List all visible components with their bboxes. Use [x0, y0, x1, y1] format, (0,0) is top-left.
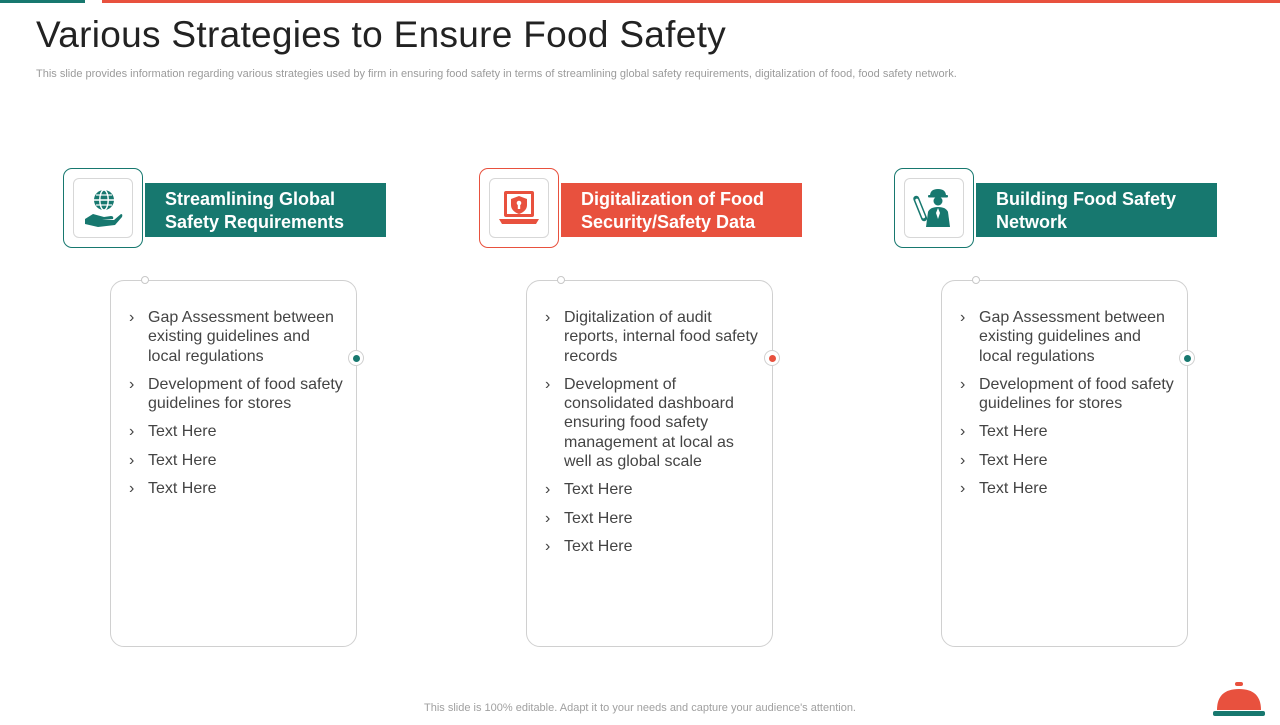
bullet-item: › Development of food safety guidelines for stores: [960, 375, 1174, 413]
bullet-item: › Development of food safety guidelines for stores: [129, 375, 343, 413]
chevron-right-icon: ›: [960, 451, 966, 469]
worker-with-blueprint-icon: [904, 178, 964, 238]
bullet-item: › Text Here: [129, 451, 217, 469]
bullet-item: › Gap Assessment between existing guidelines and local regulations: [129, 309, 334, 365]
chevron-right-icon: ›: [545, 481, 551, 499]
slide-title: Various Strategies to Ensure Food Safety: [36, 14, 727, 55]
strategy-heading: Streamlining Global Safety Requirements: [145, 183, 386, 237]
card-connector-dot: [141, 276, 149, 284]
chevron-right-icon: ›: [545, 375, 551, 393]
strategy-heading: Digitalization of Food Security/Safety Data: [561, 183, 802, 237]
laptop-shield-icon: [489, 178, 549, 238]
chevron-right-icon: ›: [129, 423, 135, 441]
bullet-item: › Gap Assessment between existing guidelines and local regulations: [960, 309, 1165, 365]
strategy-heading: Building Food Safety Network: [976, 183, 1217, 237]
chevron-right-icon: ›: [960, 480, 966, 498]
bullet-item: › Digitalization of audit reports, internal food safety records: [545, 309, 758, 365]
card-marker-dot: [348, 350, 364, 366]
bullet-item: › Development of consolidated dashboard ensuring food safety management at local as well as global scale: [545, 375, 734, 471]
chevron-right-icon: ›: [545, 537, 551, 555]
bullet-item: › Text Here: [545, 509, 633, 527]
card-marker-dot: [764, 350, 780, 366]
bullet-item: › Text Here: [545, 537, 633, 555]
slide-footer-note: This slide is 100% editable. Adapt it to your needs and capture your audience's attention.: [424, 702, 856, 714]
chevron-right-icon: ›: [545, 309, 551, 326]
chevron-right-icon: ›: [960, 423, 966, 441]
chevron-right-icon: ›: [960, 375, 966, 393]
bullet-list: [960, 308, 1175, 507]
bullet-item: › Text Here: [545, 481, 633, 499]
chevron-right-icon: ›: [129, 309, 135, 326]
card-connector-dot: [557, 276, 565, 284]
card-marker-dot: [1179, 350, 1195, 366]
card-connector-dot: [972, 276, 980, 284]
bullet-list: [129, 308, 344, 507]
strategy-column-2: [479, 168, 809, 658]
chevron-right-icon: ›: [545, 509, 551, 527]
bullet-item: › Text Here: [960, 480, 1048, 498]
chevron-right-icon: ›: [129, 375, 135, 393]
strategy-icon-box: [479, 168, 559, 248]
bullet-item: › Text Here: [129, 480, 217, 498]
bullet-list: [545, 308, 760, 565]
top-accent-bar-red: [102, 0, 1280, 3]
top-accent-bar-teal: [0, 0, 85, 3]
bullet-item: › Text Here: [960, 451, 1048, 469]
slide-subtitle: This slide provides information regarding various strategies used by firm in ensuring food safety in terms of streamlining global safety requirements, digitalization of food, food safety network.: [36, 68, 957, 80]
strategy-icon-box: [894, 168, 974, 248]
globe-in-hand-icon: [73, 178, 133, 238]
chevron-right-icon: ›: [129, 480, 135, 498]
service-bell-icon: [1212, 680, 1266, 720]
strategy-icon-box: [63, 168, 143, 248]
chevron-right-icon: ›: [129, 451, 135, 469]
strategy-column-3: [894, 168, 1224, 658]
bullet-item: › Text Here: [960, 423, 1048, 441]
chevron-right-icon: ›: [960, 309, 966, 326]
bullet-item: › Text Here: [129, 423, 217, 441]
strategy-column-1: [63, 168, 393, 658]
